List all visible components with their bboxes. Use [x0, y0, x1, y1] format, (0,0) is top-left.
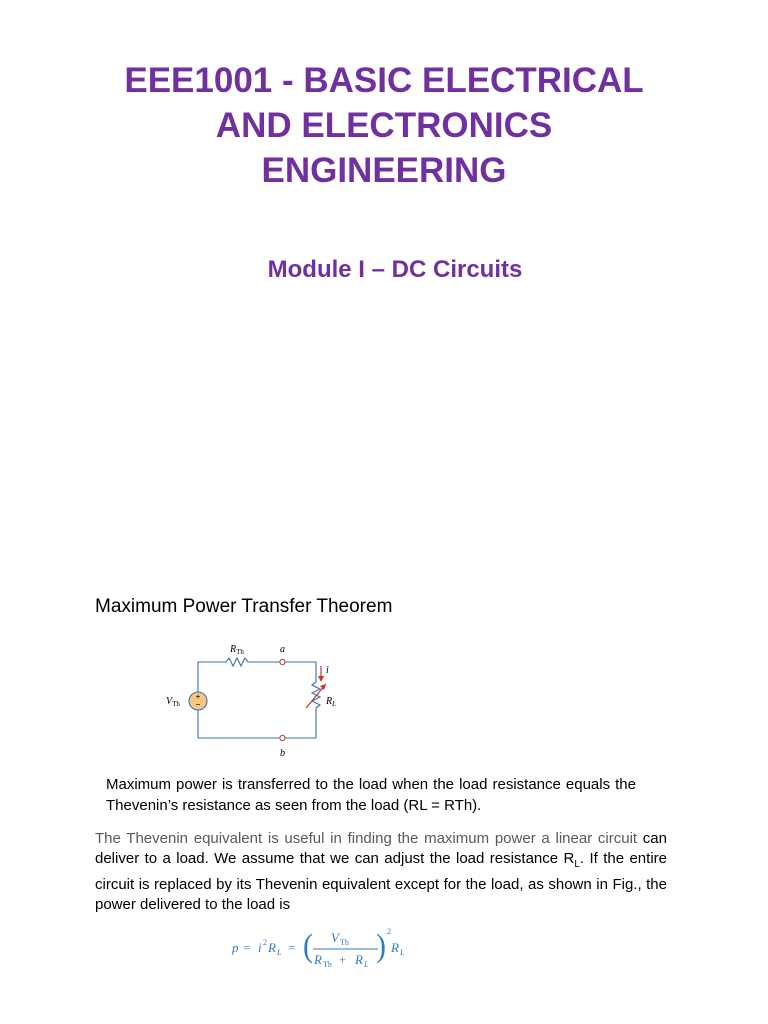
- section-heading: Maximum Power Transfer Theorem: [95, 596, 393, 617]
- thevenin-explanation: [95, 829, 667, 915]
- source-plus-sign: +: [195, 692, 201, 701]
- explanation-lead: The Thevenin equivalent is useful in finding the maximum power a linear circuit: [95, 830, 638, 847]
- formula-r1: R: [268, 940, 276, 955]
- formula-vth: V: [331, 930, 339, 945]
- rth-resistor-icon: [226, 658, 248, 666]
- formula-vth-sub: Th: [340, 938, 349, 947]
- rl-label-sub: L: [332, 700, 337, 708]
- formula-r2-sub: L: [400, 948, 405, 957]
- formula-paren-left: (: [303, 927, 313, 964]
- formula-i: i: [258, 940, 262, 955]
- formula-plus: +: [339, 952, 347, 967]
- svg-text:VTh: [166, 696, 180, 708]
- top-wire-left: [198, 662, 226, 663]
- formula-eq-2: =: [288, 940, 296, 955]
- title-line-3: ENGINEERING: [261, 151, 507, 190]
- svg-text:RTh: [229, 644, 244, 656]
- thevenin-circuit-diagram: [160, 640, 360, 760]
- vth-label: V: [166, 696, 173, 707]
- rth-label: R: [230, 644, 237, 655]
- formula-r1-sub: L: [277, 948, 282, 957]
- formula-rth-sub: Th: [323, 960, 332, 969]
- module-subtitle: Module I – DC Circuits: [267, 256, 523, 283]
- formula-r2: R: [391, 940, 399, 955]
- title-line-1: EEE1001 - BASIC ELECTRICAL: [124, 61, 644, 100]
- document-title: [0, 58, 768, 193]
- formula-outer-square: 2: [387, 927, 391, 936]
- svg-text:RL: [325, 696, 336, 708]
- node-b-terminal: [280, 735, 285, 740]
- current-label: i: [326, 665, 329, 676]
- formula-i-square: 2: [263, 938, 267, 947]
- rth-label-sub: Th: [236, 648, 244, 656]
- power-formula: [228, 922, 428, 972]
- title-line-2: AND ELECTRONICS: [215, 106, 553, 145]
- node-a-terminal: [280, 659, 285, 664]
- source-minus-sign: −: [195, 700, 201, 709]
- max-power-statement: Maximum power is transferred to the load when the load resistance equals the Thevenin’s resistance as seen from the load (RL = RTh).: [106, 776, 636, 814]
- explanation-subscript: L: [574, 859, 580, 870]
- formula-rl-sub: L: [364, 960, 369, 969]
- formula-rth: R: [314, 952, 322, 967]
- formula-rl: R: [355, 952, 363, 967]
- formula-eq-1: =: [243, 940, 251, 955]
- explanation-part-2: . If the entire circuit is replaced by its Thevenin equivalent except for the load, as shown in Fig., the power delivered to the load is: [95, 850, 667, 913]
- formula-p: p: [232, 940, 239, 955]
- formula-paren-right: ): [376, 927, 386, 964]
- rl-resistor-icon: [312, 682, 320, 708]
- node-b-label: b: [280, 748, 285, 759]
- vth-label-sub: Th: [172, 700, 180, 708]
- node-a-label: a: [280, 644, 285, 655]
- rl-label: R: [326, 696, 333, 707]
- explanation-part-1: can deliver to a load. We assume that we can adjust the load resistance R: [95, 830, 667, 867]
